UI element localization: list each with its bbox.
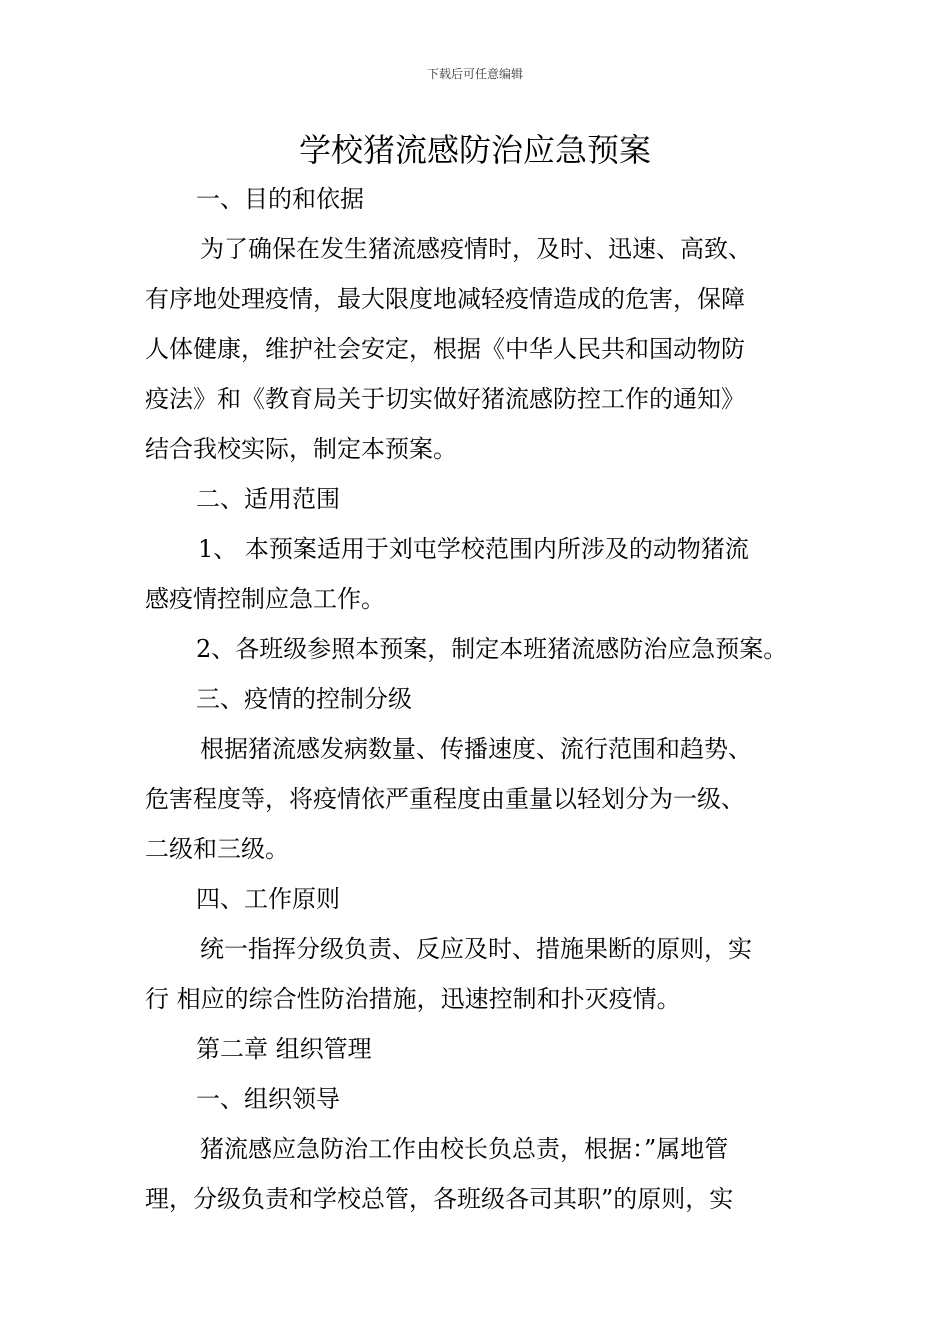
paragraph-line: 1、 本预案适用于刘屯学校范围内所涉及的动物猪流 xyxy=(198,535,749,563)
page-header-note: 下载后可任意编辑 xyxy=(426,67,523,81)
paragraph-line: 理，分级负责和学校总管，各班级各司其职”的原则，实 xyxy=(145,1185,734,1213)
paragraph-line: 疫法》和《教育局关于切实做好猪流感防控工作的通知》 xyxy=(145,385,745,413)
section-heading-principles: 四、工作原则 xyxy=(196,885,340,913)
paragraph-line: 人体健康，维护社会安定，根据《中华人民共和国动物防 xyxy=(145,335,745,363)
paragraph-line: 2、各班级参照本预案，制定本班猪流感防治应急预案。 xyxy=(196,635,788,663)
section-heading-grading: 三、疫情的控制分级 xyxy=(196,685,412,713)
paragraph-line: 猪流感应急防治工作由校长负总责，根据：”属地管 xyxy=(200,1135,729,1163)
document-title: 学校猪流感防治应急预案 xyxy=(298,131,651,169)
section-heading-scope: 二、适用范围 xyxy=(196,485,340,513)
paragraph-line: 统一指挥分级负责、反应及时、措施果断的原则，实 xyxy=(200,935,752,963)
paragraph-line: 行 相应的综合性防治措施，迅速控制和扑灭疫情。 xyxy=(145,985,681,1013)
section-heading-leadership: 一、组织领导 xyxy=(196,1085,340,1113)
paragraph-line: 有序地处理疫情，最大限度地减轻疫情造成的危害，保障 xyxy=(145,285,745,313)
chapter-heading: 第二章 组织管理 xyxy=(196,1035,372,1063)
paragraph-line: 结合我校实际，制定本预案。 xyxy=(145,435,457,463)
section-heading-purpose: 一、目的和依据 xyxy=(196,185,364,213)
paragraph-line: 为了确保在发生猪流感疫情时，及时、迅速、高致、 xyxy=(200,235,752,263)
paragraph-line: 根据猪流感发病数量、传播速度、流行范围和趋势、 xyxy=(200,735,752,763)
paragraph-line: 感疫情控制应急工作。 xyxy=(145,585,385,613)
paragraph-line: 危害程度等，将疫情依严重程度由重量以轻划分为一级、 xyxy=(145,785,745,813)
paragraph-line: 二级和三级。 xyxy=(145,835,289,863)
